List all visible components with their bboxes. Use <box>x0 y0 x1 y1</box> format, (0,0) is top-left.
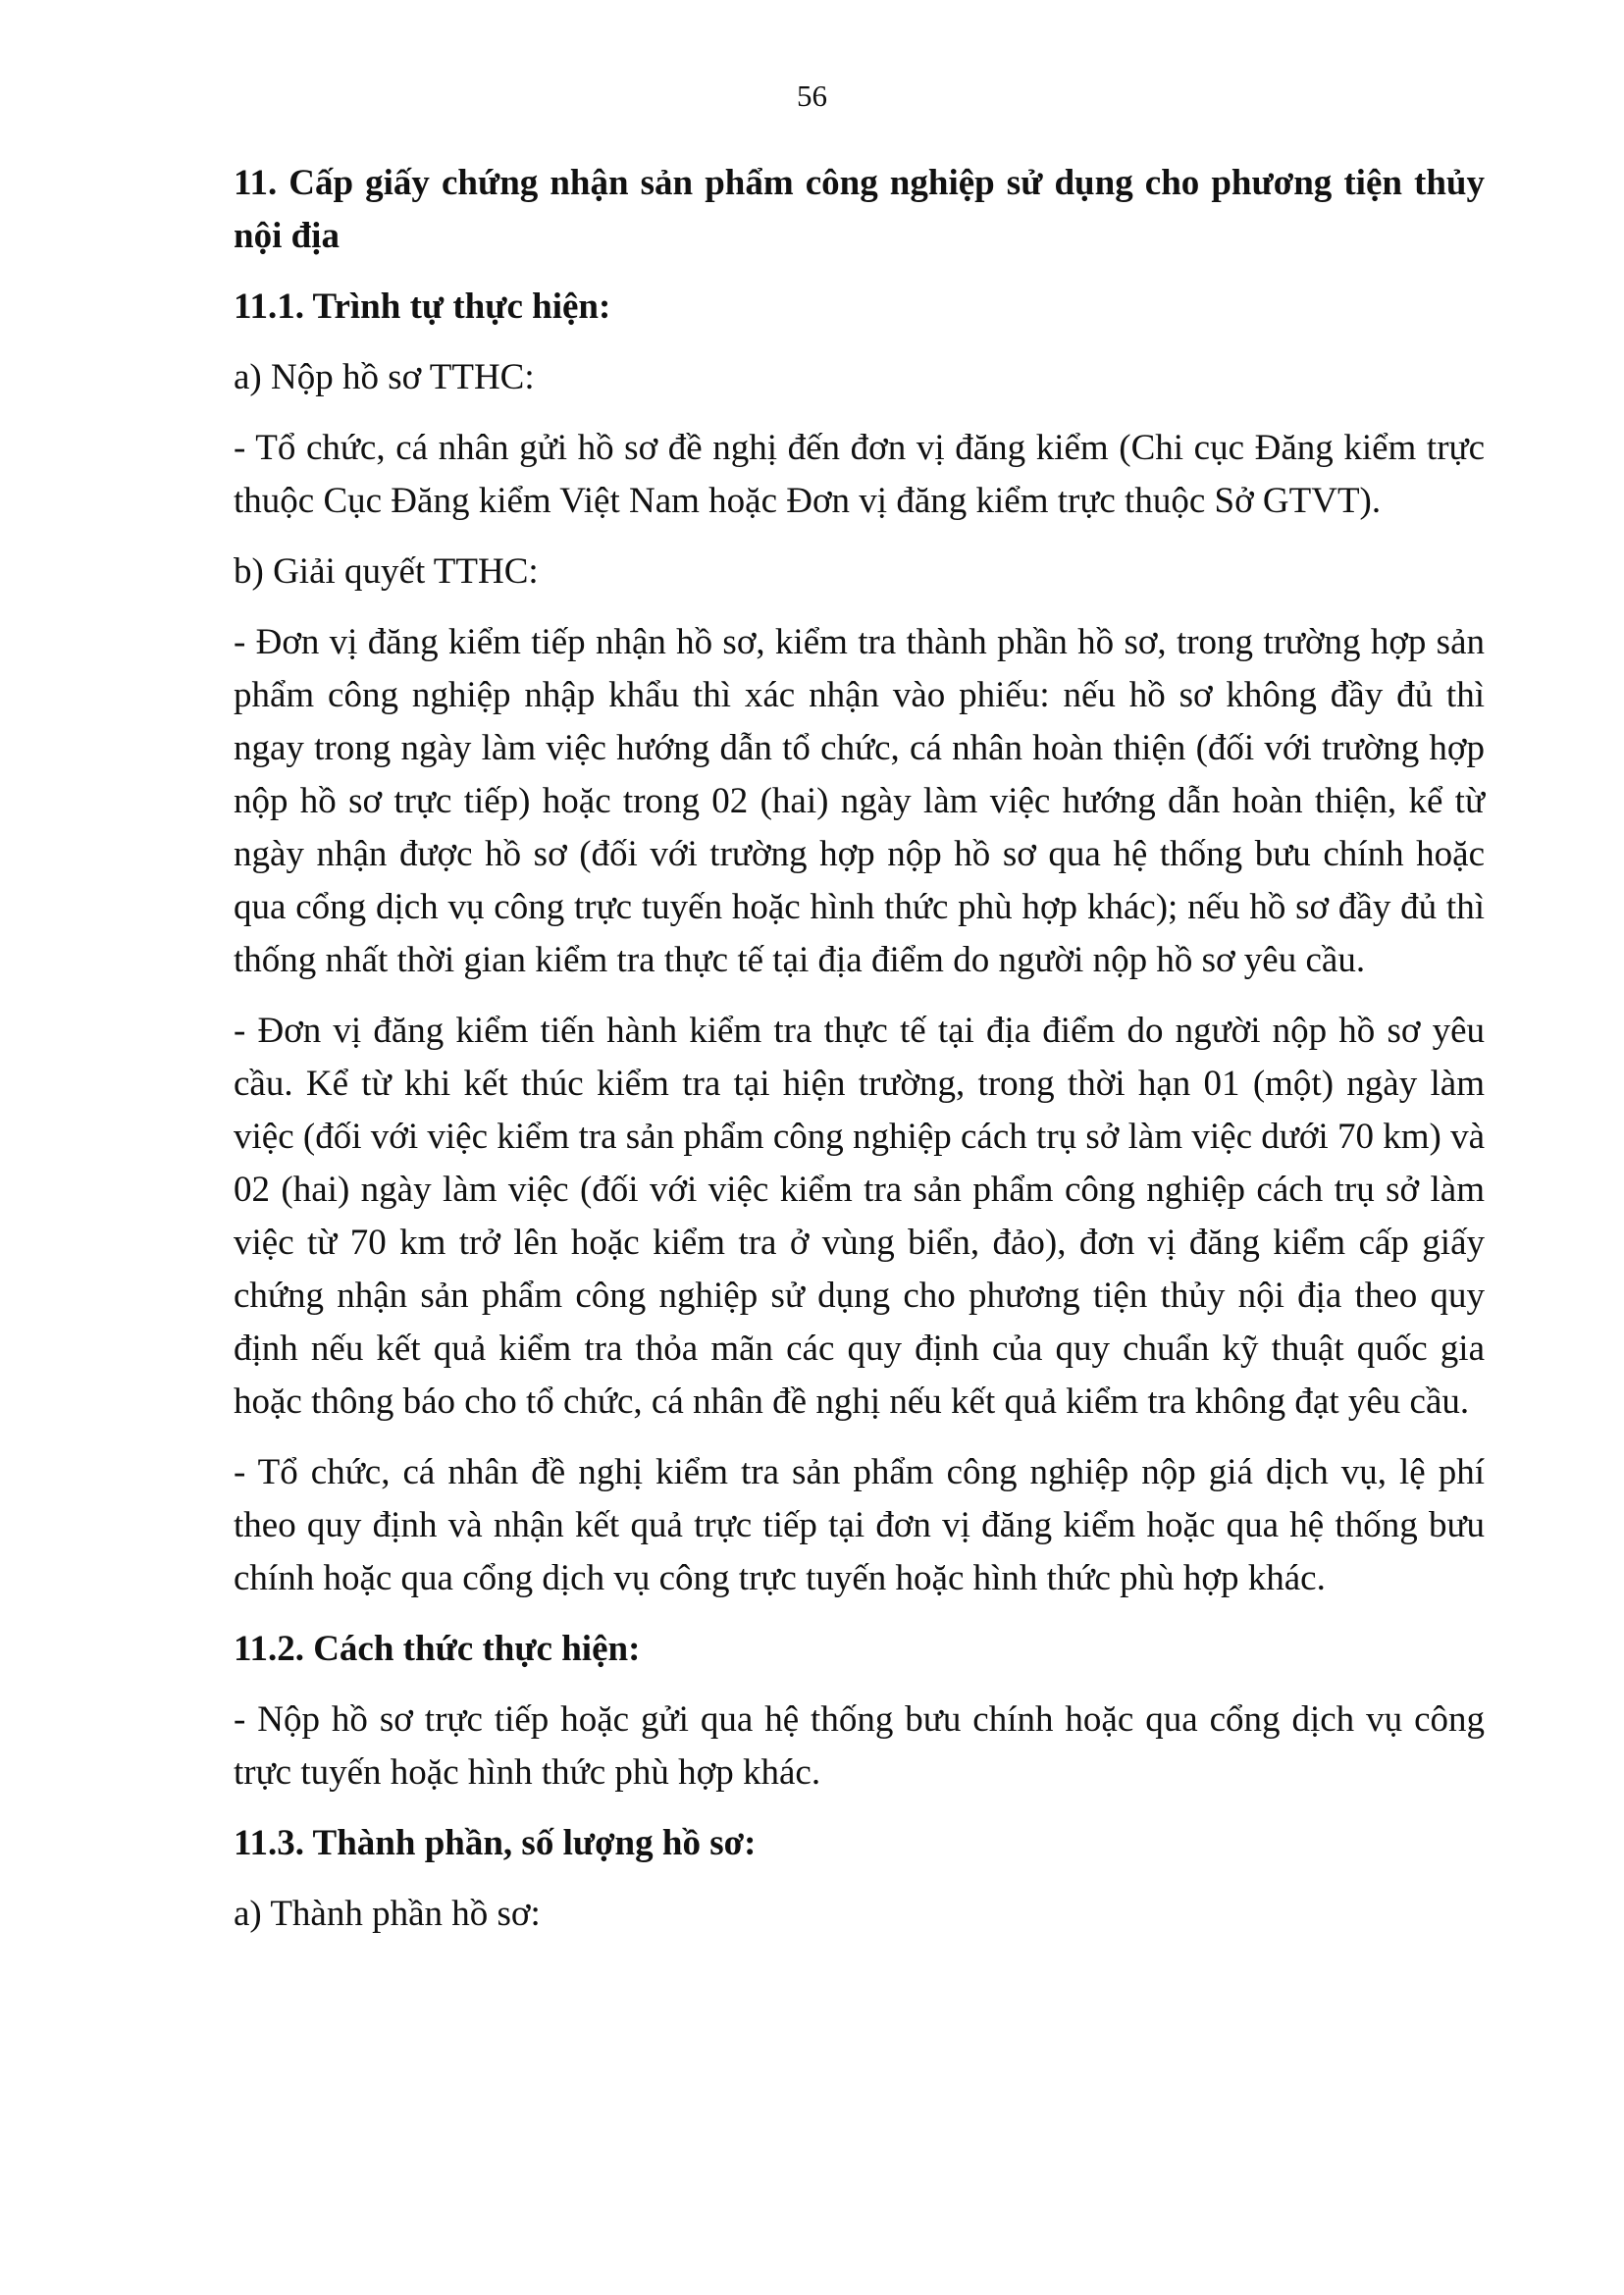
paragraph-receive-dossier: - Đơn vị đăng kiểm tiếp nhận hồ sơ, kiểm tra thành phần hồ sơ, trong trường hợp sản phẩm công nghiệp nhập khẩu thì xác nhận vào phiếu: nếu hồ sơ không đầy đủ thì ngay trong ngày làm việc hướng dẫn tổ chức, cá nhân hoàn thiện (đối với trường hợp nộp hồ sơ trực tiếp) hoặc trong 02 (hai) ngày làm việc hướng dẫn hoàn thiện, kể từ ngày nhận được hồ sơ (đối với trường hợp nộp hồ sơ qua hệ thống bưu chính hoặc qua cổng dịch vụ công trực tuyến hoặc hình thức phù hợp khác); nếu hồ sơ đầy đủ thì thống nhất thời gian kiểm tra thực tế tại địa điểm do người nộp hồ sơ yêu cầu. <box>234 622 1485 980</box>
subsection-label-a-components: a) Thành phần hồ sơ: <box>234 1894 541 1934</box>
paragraph-inspection: - Đơn vị đăng kiểm tiến hành kiểm tra thực tế tại địa điểm do người nộp hồ sơ yêu cầu. Kể từ khi kết thúc kiểm tra tại hiện trường, trong thời hạn 01 (một) ngày làm việc (đối với việc kiểm tra sản phẩm công nghiệp cách trụ sở làm việc dưới 70 km) và 02 (hai) ngày làm việc (đối với việc kiểm tra sản phẩm công nghiệp cách trụ sở làm việc từ 70 km trở lên hoặc kiểm tra ở vùng biển, đảo), đơn vị đăng kiểm cấp giấy chứng nhận sản phẩm công nghiệp sử dụng cho phương tiện thủy nội địa theo quy định nếu kết quả kiểm tra thỏa mãn các quy định của quy chuẩn kỹ thuật quốc gia hoặc thông báo cho tổ chức, cá nhân đề nghị nếu kết quả kiểm tra không đạt yêu cầu. <box>234 1011 1485 1422</box>
paragraph-submission-method: - Nộp hồ sơ trực tiếp hoặc gửi qua hệ thống bưu chính hoặc qua cổng dịch vụ công trực tuyến hoặc hình thức phù hợp khác. <box>234 1699 1485 1793</box>
paragraph-fees-results: - Tổ chức, cá nhân đề nghị kiểm tra sản phẩm công nghiệp nộp giá dịch vụ, lệ phí theo quy định và nhận kết quả trực tiếp tại đơn vị đăng kiểm hoặc qua hệ thống bưu chính hoặc qua cổng dịch vụ công trực tuyến hoặc hình thức phù hợp khác. <box>234 1452 1485 1598</box>
paragraph-submit-dossier: - Tổ chức, cá nhân gửi hồ sơ đề nghị đến đơn vị đăng kiểm (Chi cục Đăng kiểm trực thuộc Cục Đăng kiểm Việt Nam hoặc Đơn vị đăng kiểm trực thuộc Sở GTVT). <box>234 428 1485 521</box>
document-title: 11. Cấp giấy chứng nhận sản phẩm công nghiệp sử dụng cho phương tiện thủy nội địa <box>234 163 1485 256</box>
document-body <box>234 157 1485 1958</box>
section-heading-11-1: 11.1. Trình tự thực hiện: <box>234 287 611 327</box>
subsection-label-b: b) Giải quyết TTHC: <box>234 551 539 592</box>
subsection-label-a: a) Nộp hồ sơ TTHC: <box>234 357 535 397</box>
section-heading-11-3: 11.3. Thành phần, số lượng hồ sơ: <box>234 1823 757 1863</box>
section-heading-11-2: 11.2. Cách thức thực hiện: <box>234 1629 641 1669</box>
page-number: 56 <box>797 78 827 113</box>
